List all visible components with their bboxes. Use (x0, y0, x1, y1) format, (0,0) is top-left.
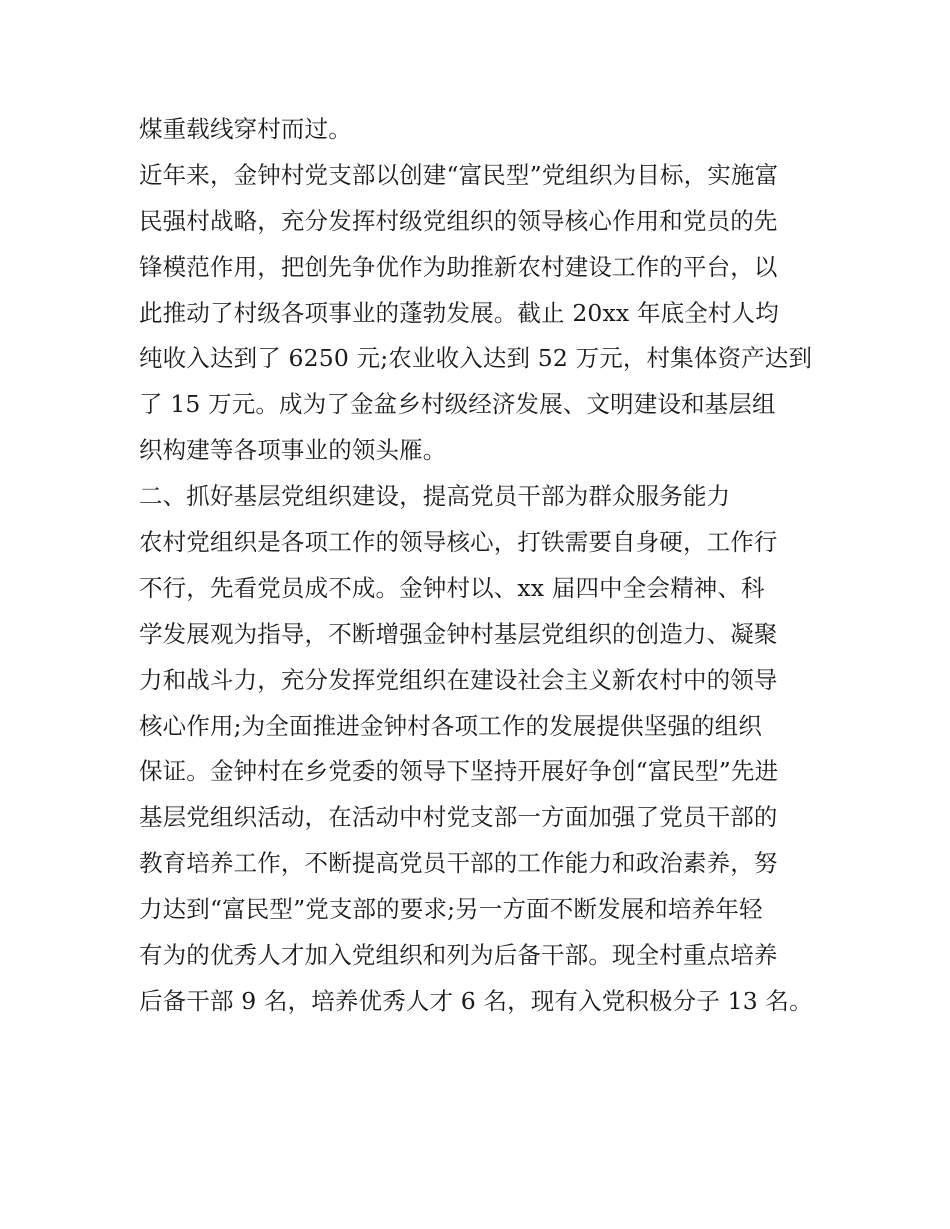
text-line: 力达到“富民型”党支部的要求;另一方面不断发展和培养年轻 (139, 895, 763, 924)
text-line: 有为的优秀人才加入党组织和列为后备干部。现全村重点培养 (139, 941, 778, 970)
text-line: 锋模范作用，把创先争优作为助推新农村建设工作的平台，以 (139, 252, 778, 281)
text-line: 近年来，金钟村党支部以创建“富民型”党组织为目标，实施富 (139, 160, 779, 189)
text-line: 核心作用;为全面推进金钟村各项工作的发展提供坚强的组织 (139, 711, 762, 740)
section-heading: 二、抓好基层党组织建设，提高党员干部为群众服务能力 (139, 482, 731, 511)
text-line: 后备干部 9 名，培养优秀人才 6 名，现有入党积极分子 13 名。 (139, 986, 813, 1015)
text-line: 纯收入达到了 6250 元;农业收入达到 52 万元，村集体资产达到 (139, 344, 813, 373)
text-line: 保证。金钟村在乡党委的领导下坚持开展好争创“富民型”先进 (139, 757, 779, 786)
text-line: 基层党组织活动，在活动中村党支部一方面加强了党员干部的 (139, 803, 778, 832)
text-line: 农村党组织是各项工作的领导核心，打铁需要自身硬，工作行 (139, 528, 778, 557)
text-line: 此推动了村级各项事业的蓬勃发展。截止 20xx 年底全村人均 (139, 298, 779, 327)
text-line: 了 15 万元。成为了金盆乡村级经济发展、文明建设和基层组 (139, 390, 776, 419)
text-line: 民强村战略，充分发挥村级党组织的领导核心作用和党员的先 (139, 206, 778, 235)
text-line: 不行，先看党员成不成。金钟村以、xx 届四中全会精神、科 (139, 573, 765, 602)
document-body (139, 107, 819, 1025)
text-line: 织构建等各项事业的领头雁。 (139, 436, 447, 465)
text-line: 教育培养工作，不断提高党员干部的工作能力和政治素养，努 (139, 849, 778, 878)
text-line: 煤重载线穿村而过。 (139, 115, 352, 143)
text-line: 学发展观为指导，不断增强金钟村基层党组织的创造力、凝聚 (139, 619, 778, 648)
text-line: 力和战斗力，充分发挥党组织在建设社会主义新农村中的领导 (139, 665, 778, 694)
